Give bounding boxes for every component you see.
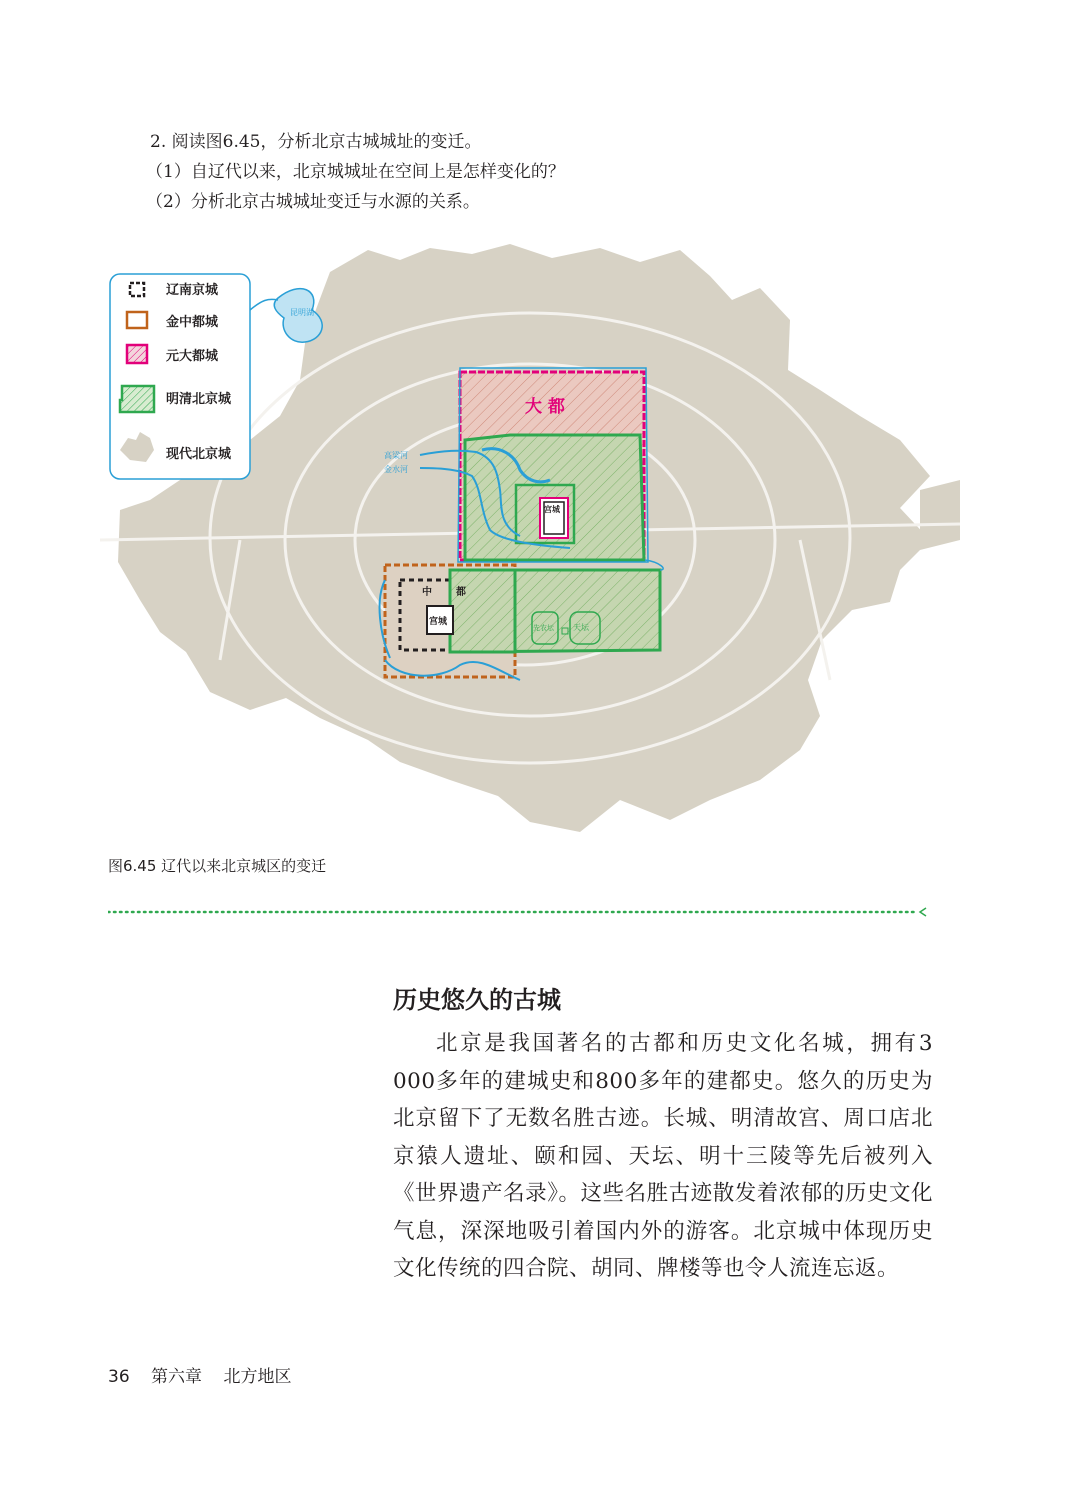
zhongdu-label-du: 都 [456, 587, 466, 598]
ming-qing-inner-city-south [450, 570, 515, 652]
question-item-1: （1）自辽代以来，北京城城址在空间上是怎样变化的？ [146, 162, 565, 182]
palace-label: 宫城 [544, 505, 560, 514]
zhongdu-label-zhong: 中 [422, 587, 432, 598]
figure-caption: 图6.45 辽代以来北京城区的变迁 [108, 857, 327, 875]
tiantan-label: 天坛 [573, 623, 589, 632]
chapter-label: 第六章 [151, 1367, 203, 1387]
jin-palace-label: 宫城 [429, 617, 448, 627]
legend-label-jin: 金中都城 [166, 315, 219, 330]
yuan-legend-icon [127, 345, 147, 363]
chevron-left-icon [920, 908, 926, 916]
dadu-label: 大 都 [525, 397, 565, 417]
legend-label-ming: 明清北京城 [166, 392, 232, 407]
page-number: 36 [108, 1367, 130, 1387]
section-title: 历史悠久的古城 [393, 986, 561, 1014]
beijing-history-map [100, 240, 960, 840]
ming-legend-icon [120, 386, 154, 412]
kunming-lake-label: 昆明湖 [290, 308, 314, 317]
gaoliang-river-label: 高梁河 [384, 451, 408, 460]
question-item-2: （2）分析北京古城城址变迁与水源的关系。 [146, 192, 480, 212]
chapter-title: 北方地区 [223, 1367, 292, 1387]
map-legend [110, 274, 250, 479]
legend-label-liao: 辽南京城 [166, 283, 219, 298]
xiannongtan-label: 先农坛 [533, 624, 554, 632]
jinshui-river-label: 金水河 [384, 465, 408, 474]
legend-label-modern: 现代北京城 [166, 447, 232, 462]
jin-legend-icon [127, 312, 147, 328]
question-title: 2. 阅读图6.45，分析北京古城城址的变迁。 [150, 132, 482, 152]
page-footer [108, 1362, 307, 1387]
section-divider [108, 905, 928, 919]
legend-label-yuan: 元大都城 [166, 349, 219, 364]
section-body: 北京是我国著名的古都和历史文化名城，拥有3 000多年的建城史和800多年的建都史。悠久的历史为北京留下了无数名胜古迹。长城、明清故宫、周口店北京猿人遗址、颐和园、天坛、明十三陵等先后被列入《世界遗产名录》。这些名胜古迹散发着浓郁的历史文化气息，深深地吸引着国内外的游客。北京城中体现历史文化传统的四合院、胡同、牌楼等也令人流连忘返。 [393, 1031, 933, 1281]
